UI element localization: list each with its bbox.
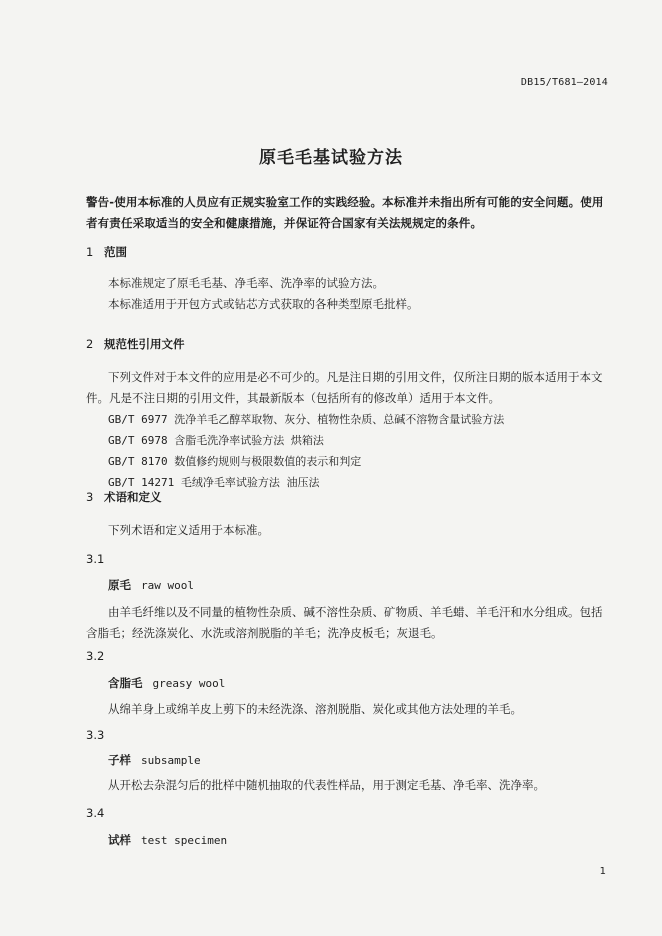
term-3-1-heading [86, 575, 610, 596]
term-3-3-number: 3.3 [86, 728, 105, 742]
section-title: 规范性引用文件 [104, 337, 185, 351]
term-zh: 含脂毛 [108, 676, 143, 690]
term-en: subsample [141, 754, 201, 767]
term-en: raw wool [141, 579, 194, 592]
section-number: 2 [86, 337, 94, 351]
reference-item: GB/T 8170 数值修约规则与极限数值的表示和判定 [108, 455, 362, 468]
body-line: 本标准规定了原毛毛基、净毛率、洗净率的试验方法。 [108, 276, 384, 290]
section-2-intro: 下列文件对于本文件的应用是必不可少的。凡是注日期的引用文件，仅所注日期的版本适用于本文件。凡是不注日期的引用文件，其最新版本（包括所有的修改单）适用于本文件。 [86, 370, 603, 405]
page-number: 1 [599, 866, 606, 877]
term-3-1-definition: 由羊毛纤维以及不同量的植物性杂质、碱不溶性杂质、矿物质、羊毛蜡、羊毛汗和水分组成。包括含脂毛；经洗涤炭化、水洗或溶剂脱脂的羊毛；洗净皮板毛；灰退毛。 [86, 605, 603, 640]
standard-code: DB15/T681—2014 [520, 77, 608, 88]
section-title: 术语和定义 [104, 490, 162, 504]
term-3-2-number: 3.2 [86, 649, 105, 663]
document-title: 原毛毛基试验方法 [259, 148, 403, 168]
term-3-4-heading [86, 830, 610, 851]
term-en: greasy wool [152, 677, 226, 690]
section-3-intro: 下列术语和定义适用于本标准。 [108, 523, 269, 537]
term-3-3-definition: 从开松去杂混匀后的批样中随机抽取的代表性样品，用于测定毛基、净毛率、洗净率。 [108, 778, 545, 792]
section-2-body [86, 367, 610, 493]
section-3-heading [86, 489, 610, 505]
term-zh: 原毛 [108, 578, 131, 592]
term-3-1-number: 3.1 [86, 552, 105, 566]
warning-paragraph: 警告-使用本标准的人员应有正规实验室工作的实践经验。本标准并未指出所有可能的安全问题。使用者有责任采取适当的安全和健康措施，并保证符合国家有关法规规定的条件。 [86, 195, 604, 230]
term-en: test specimen [141, 834, 228, 847]
term-3-3-heading [86, 750, 610, 771]
reference-item: GB/T 6978 含脂毛洗净率试验方法 烘箱法 [108, 434, 324, 447]
reference-item: GB/T 6977 洗净羊毛乙醇萃取物、灰分、植物性杂质、总碱不溶物含量试验方法 [108, 413, 505, 426]
section-2-heading [86, 336, 610, 352]
section-1-body [86, 273, 610, 315]
body-line: 本标准适用于开包方式或钻芯方式获取的各种类型原毛批样。 [108, 297, 419, 311]
term-3-2-definition: 从绵羊身上或绵羊皮上剪下的未经洗涤、溶剂脱脂、炭化或其他方法处理的羊毛。 [108, 702, 522, 716]
section-number: 3 [86, 490, 94, 504]
term-3-4-number: 3.4 [86, 806, 105, 820]
term-zh: 子样 [108, 753, 131, 767]
term-zh: 试样 [108, 833, 131, 847]
reference-item: GB/T 14271 毛绒净毛率试验方法 油压法 [108, 476, 320, 489]
section-number: 1 [86, 245, 94, 259]
term-3-2-heading [86, 673, 610, 694]
section-1-heading [86, 244, 610, 260]
section-title: 范围 [104, 245, 127, 259]
